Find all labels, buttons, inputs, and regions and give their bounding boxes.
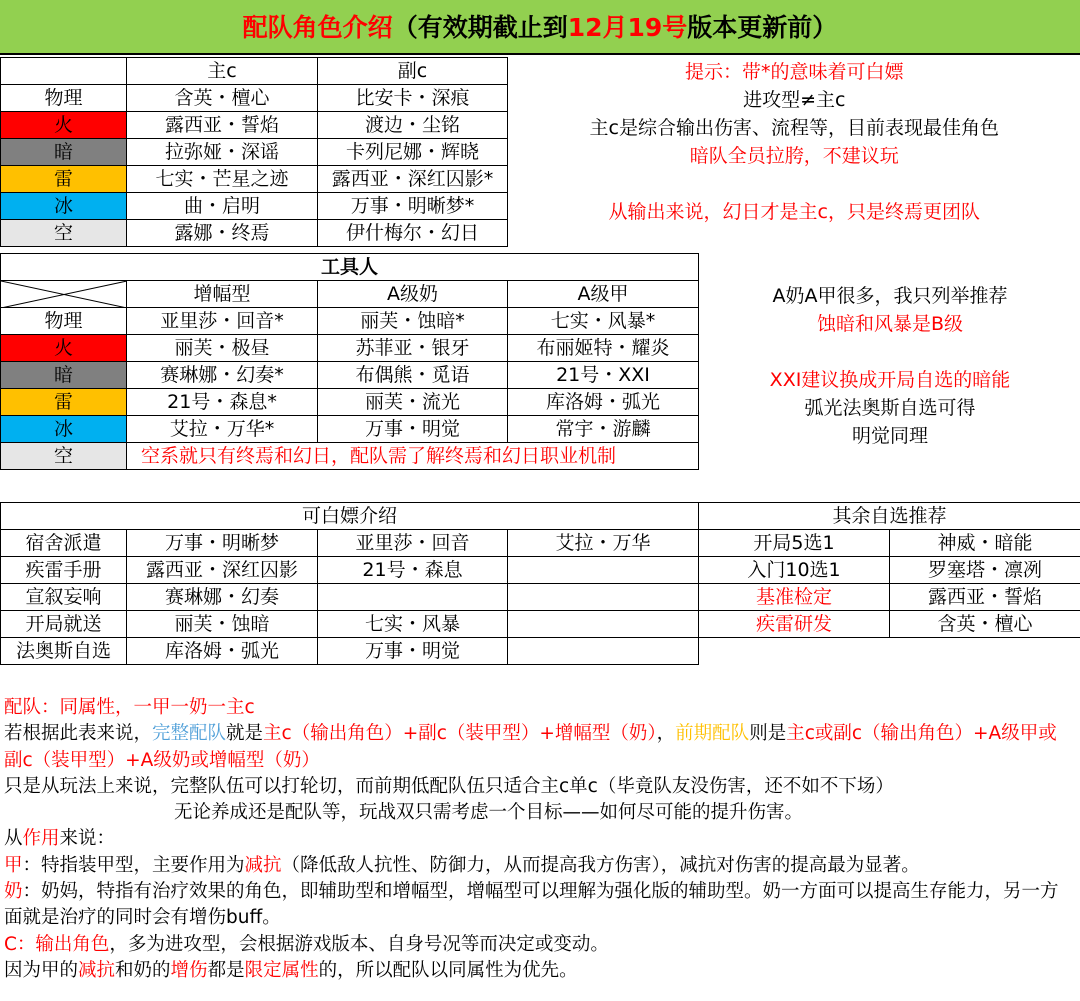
sub-c-cell: 渡边・尘铭 xyxy=(318,112,508,139)
element-thunder: 雷 xyxy=(1,166,127,193)
note-text: 就是 xyxy=(226,723,264,745)
select-table-title: 其余自选推荐 xyxy=(699,503,1080,530)
note-res-shred: 减抗 xyxy=(244,854,282,876)
tool-cell: 21号・森息* xyxy=(127,389,318,416)
note-xxi: XXI建议换成开局自选的暗能 xyxy=(769,369,1011,391)
note-line-element xyxy=(4,958,1074,984)
element-physical: 物理 xyxy=(1,308,127,335)
note-line-role xyxy=(4,826,1074,852)
note-text: 和奶的 xyxy=(115,959,171,981)
note-text: 若根据此表来说， xyxy=(4,723,153,745)
free-cell xyxy=(318,584,508,611)
note-healer-label: 奶 xyxy=(4,881,23,903)
free-table xyxy=(0,502,699,665)
free-cell: 露西亚・深红囚影 xyxy=(127,557,318,584)
free-cell: 七实・风暴 xyxy=(318,611,508,638)
element-void: 空 xyxy=(1,220,127,247)
note-attack: 进攻型≠主c xyxy=(743,88,846,111)
note-full-team-formula: 主c（输出角色）+副c（装甲型）+增幅型（奶） xyxy=(263,723,657,745)
tool-cell: 七实・风暴* xyxy=(508,308,699,335)
free-cell: 库洛姆・弧光 xyxy=(127,638,318,665)
tool-cell: 布偶熊・觅语 xyxy=(318,362,508,389)
note-arc: 弧光法奥斯自选可得 xyxy=(804,397,976,419)
tool-cell: 苏菲亚・银牙 xyxy=(318,335,508,362)
tool-table-title: 工具人 xyxy=(1,254,699,281)
note-b-grade: 蚀暗和风暴是B级 xyxy=(816,313,964,335)
note-line-full-team xyxy=(4,721,1074,774)
free-cell: 亚里莎・回音 xyxy=(318,530,508,557)
free-cell xyxy=(508,638,699,665)
tool-cell: 丽芙・极昼 xyxy=(127,335,318,362)
tool-cell: 丽芙・蚀暗* xyxy=(318,308,508,335)
note-output: 从输出来说，幻日才是主c，只是终焉更团队 xyxy=(608,200,980,223)
main-notes xyxy=(508,58,1080,247)
main-c-cell: 曲・启明 xyxy=(127,193,318,220)
free-table-title: 可白嫖介绍 xyxy=(1,503,699,530)
element-dark: 暗 xyxy=(1,362,127,389)
tool-cell: 布丽姬特・耀炎 xyxy=(508,335,699,362)
diagonal-lines xyxy=(1,281,127,308)
note-line-dps xyxy=(4,932,1074,958)
sub-c-cell: 万事・明晰梦* xyxy=(318,193,508,220)
note-early-team-label: 前期配队 xyxy=(675,723,750,745)
note-line-tank xyxy=(4,853,1074,879)
note-line-goal: 无论养成还是配队等，玩战双只需考虑一个目标——如何尽可能的提升伤害。 xyxy=(174,802,804,824)
note-text: ， xyxy=(656,723,676,745)
free-cell: 丽芙・蚀暗 xyxy=(127,611,318,638)
tool-notes xyxy=(700,282,1080,450)
title-main: 配队角色介绍 xyxy=(242,13,393,42)
main-c-cell: 含英・檀心 xyxy=(127,85,318,112)
free-cell xyxy=(508,611,699,638)
free-cell: 21号・森息 xyxy=(318,557,508,584)
tool-cell: 万事・明觉 xyxy=(318,416,508,443)
tool-cell: 常宇・游麟 xyxy=(508,416,699,443)
source-cell: 开局就送 xyxy=(1,611,127,638)
source-cell: 宿舍派遣 xyxy=(1,530,127,557)
sub-c-cell: 卡列尼娜・辉晓 xyxy=(318,139,508,166)
sub-c-cell: 伊什梅尔・幻日 xyxy=(318,220,508,247)
note-role-word: 作用 xyxy=(22,828,60,850)
note-text: 来说： xyxy=(59,828,116,850)
note-dark-team: 暗队全员拉胯，不建议玩 xyxy=(689,144,899,167)
select-pick: 罗塞塔・凛冽 xyxy=(890,557,1080,584)
note-text: 则是 xyxy=(749,723,787,745)
tool-cell: 赛琳娜・幻奏* xyxy=(127,362,318,389)
title-validity-end: 版本更新前） xyxy=(687,13,838,42)
tool-cell: 亚里莎・回音* xyxy=(127,308,318,335)
page-title xyxy=(0,0,1080,55)
source-cell: 宣叙妄响 xyxy=(1,584,127,611)
select-source: 开局5选1 xyxy=(699,530,890,557)
free-cell xyxy=(508,584,699,611)
note-full-team-label: 完整配队 xyxy=(152,723,227,745)
main-c-cell: 露西亚・誓焰 xyxy=(127,112,318,139)
note-element-limited: 限定属性 xyxy=(244,959,319,981)
sub-c-cell: 露西亚・深红囚影* xyxy=(318,166,508,193)
free-cell: 艾拉・万华 xyxy=(508,530,699,557)
source-cell: 法奥斯自选 xyxy=(1,638,127,665)
select-source: 入门10选1 xyxy=(699,557,890,584)
note-line-healer xyxy=(4,879,1074,932)
tool-table xyxy=(0,253,699,470)
note-early-team-formula: 主c或副c（输出角色）+A级甲或副c（装甲型）+A级奶或增幅型（奶） xyxy=(4,723,1057,771)
header-sub-c: 副c xyxy=(318,58,508,85)
note-text: ：特指装甲型，主要作用为 xyxy=(22,854,245,876)
title-date: 12月19号 xyxy=(567,13,688,42)
note-res-shred: 减抗 xyxy=(78,959,116,981)
element-fire: 火 xyxy=(1,335,127,362)
note-mingjue: 明觉同理 xyxy=(851,425,928,447)
tool-cell: 21号・XXI xyxy=(508,362,699,389)
tool-cell: 艾拉・万华* xyxy=(127,416,318,443)
corner-cell xyxy=(1,58,127,85)
header-main-c: 主c xyxy=(127,58,318,85)
element-thunder: 雷 xyxy=(1,389,127,416)
explanation-notes xyxy=(4,695,1074,984)
tool-cell: 库洛姆・弧光 xyxy=(508,389,699,416)
element-physical: 物理 xyxy=(1,85,127,112)
main-c-cell: 七实・芒星之迹 xyxy=(127,166,318,193)
source-cell: 疾雷手册 xyxy=(1,557,127,584)
select-pick: 神威・暗能 xyxy=(890,530,1080,557)
header-amplifier: 增幅型 xyxy=(127,281,318,308)
note-line-team-rule: 配队：同属性，一甲一奶一主c xyxy=(4,697,255,718)
note-a-grade: A奶A甲很多，我只列举推荐 xyxy=(772,285,1008,307)
title-validity: （有效期截止到 xyxy=(392,13,568,42)
note-line-gameplay: 只是从玩法上来说，完整队伍可以打轮切，而前期低配队伍只适合主c单c（毕竟队友没伤害，还不如不下场） xyxy=(4,775,894,797)
note-text: 的，所以配队以同属性为优先。 xyxy=(318,959,578,981)
note-text: 都是 xyxy=(207,959,245,981)
main-c-table xyxy=(0,57,1080,247)
element-ice: 冰 xyxy=(1,416,127,443)
select-pick: 含英・檀心 xyxy=(890,611,1080,638)
note-text: 因为甲的 xyxy=(4,959,79,981)
header-a-healer: A级奶 xyxy=(318,281,508,308)
element-ice: 冰 xyxy=(1,193,127,220)
element-fire: 火 xyxy=(1,112,127,139)
free-cell: 万事・明晰梦 xyxy=(127,530,318,557)
note-text: （降低敌人抗性、防御力，从而提高我方伤害），减抗对伤害的提高最为显著。 xyxy=(281,854,920,876)
select-source: 基准检定 xyxy=(699,584,890,611)
void-note: 空系就只有终焉和幻日，配队需了解终焉和幻日职业机制 xyxy=(127,443,699,470)
note-text: ：奶妈，特指有治疗效果的角色，即辅助型和增幅型，增幅型可以理解为强化版的辅助型。奶一方面可以提高生存能力，另一方面就是治疗的同时会有增伤buff。 xyxy=(4,881,1059,929)
note-hint: 提示：带*的意味着可白嫖 xyxy=(684,60,904,83)
note-dps-label: C：输出角色 xyxy=(4,933,110,955)
free-cell: 万事・明觉 xyxy=(318,638,508,665)
note-dmg-buff: 增伤 xyxy=(170,959,208,981)
header-a-tank: A级甲 xyxy=(508,281,699,308)
free-cell xyxy=(508,557,699,584)
select-source: 疾雷研发 xyxy=(699,611,890,638)
note-main-c: 主c是综合输出伤害、流程等，目前表现最佳角色 xyxy=(589,116,999,139)
note-tank-label: 甲 xyxy=(4,854,23,876)
free-cell: 赛琳娜・幻奏 xyxy=(127,584,318,611)
diagonal-corner-cell xyxy=(1,281,127,308)
element-void: 空 xyxy=(1,443,127,470)
main-c-cell: 拉弥娅・深谣 xyxy=(127,139,318,166)
note-text: ，多为进攻型，会根据游戏版本、自身号况等而决定或变动。 xyxy=(109,933,609,955)
element-dark: 暗 xyxy=(1,139,127,166)
select-pick: 露西亚・誓焰 xyxy=(890,584,1080,611)
main-c-cell: 露娜・终焉 xyxy=(127,220,318,247)
tool-cell: 丽芙・流光 xyxy=(318,389,508,416)
note-text: 从 xyxy=(4,828,23,850)
select-table xyxy=(698,502,1080,638)
sub-c-cell: 比安卡・深痕 xyxy=(318,85,508,112)
